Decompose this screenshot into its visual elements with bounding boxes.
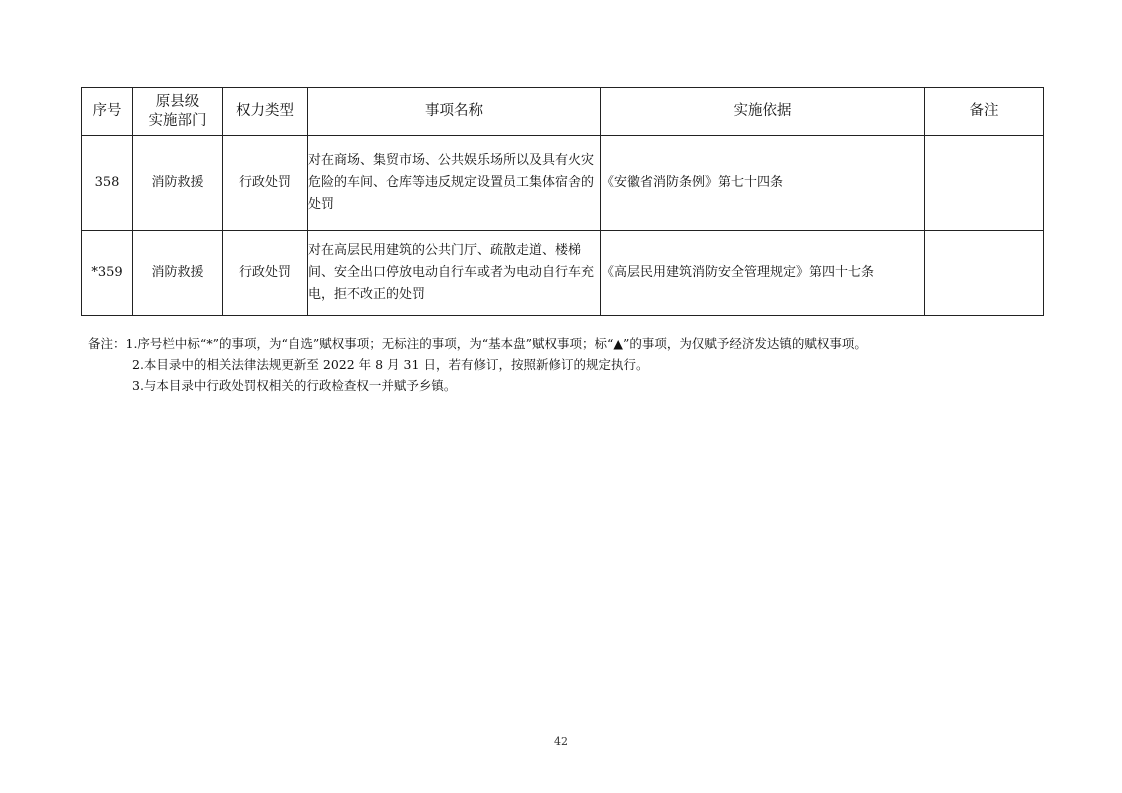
- cell-remarks: [925, 231, 1044, 316]
- notes-section: [88, 333, 1048, 396]
- note-line-2: 2.本目录中的相关法律法规更新至 2022 年 8 月 31 日，若有修订，按照新修订的规定执行。: [132, 357, 649, 372]
- header-no: 序号: [82, 88, 133, 136]
- header-dept-line2: 实施部门: [148, 112, 207, 129]
- cell-basis: 《安徽省消防条例》第七十四条: [601, 136, 925, 231]
- header-basis: 实施依据: [601, 88, 925, 136]
- cell-item-name: 对在高层民用建筑的公共门厅、疏散走道、楼梯间、安全出口停放电动自行车或者为电动自行车充电，拒不改正的处罚: [308, 231, 601, 316]
- table-row: [82, 231, 1044, 316]
- cell-no: *359: [82, 231, 133, 316]
- cell-no: 358: [82, 136, 133, 231]
- note-line-3: 3.与本目录中行政处罚权相关的行政检查权一并赋予乡镇。: [132, 378, 457, 393]
- header-power-type: 权力类型: [223, 88, 308, 136]
- page-number: 42: [554, 735, 568, 748]
- cell-power-type: 行政处罚: [223, 136, 308, 231]
- cell-basis: 《高层民用建筑消防安全管理规定》第四十七条: [601, 231, 925, 316]
- header-item-name: 事项名称: [308, 88, 601, 136]
- cell-dept: 消防救援: [133, 136, 223, 231]
- header-dept-line1: 原县级: [155, 93, 200, 110]
- table-row: [82, 136, 1044, 231]
- note-line-1: 备注：1.序号栏中标“*”的事项，为“自选”赋权事项；无标注的事项，为“基本盘”赋权事项；标“▲”的事项，为仅赋予经济发达镇的赋权事项。: [88, 336, 867, 351]
- cell-remarks: [925, 136, 1044, 231]
- catalog-table: [81, 87, 1044, 316]
- cell-dept: 消防救援: [133, 231, 223, 316]
- header-dept: [133, 88, 223, 136]
- cell-power-type: 行政处罚: [223, 231, 308, 316]
- header-remarks: 备注: [925, 88, 1044, 136]
- table-header-row: [82, 88, 1044, 136]
- cell-item-name: 对在商场、集贸市场、公共娱乐场所以及具有火灾危险的车间、仓库等违反规定设置员工集体宿舍的处罚: [308, 136, 601, 231]
